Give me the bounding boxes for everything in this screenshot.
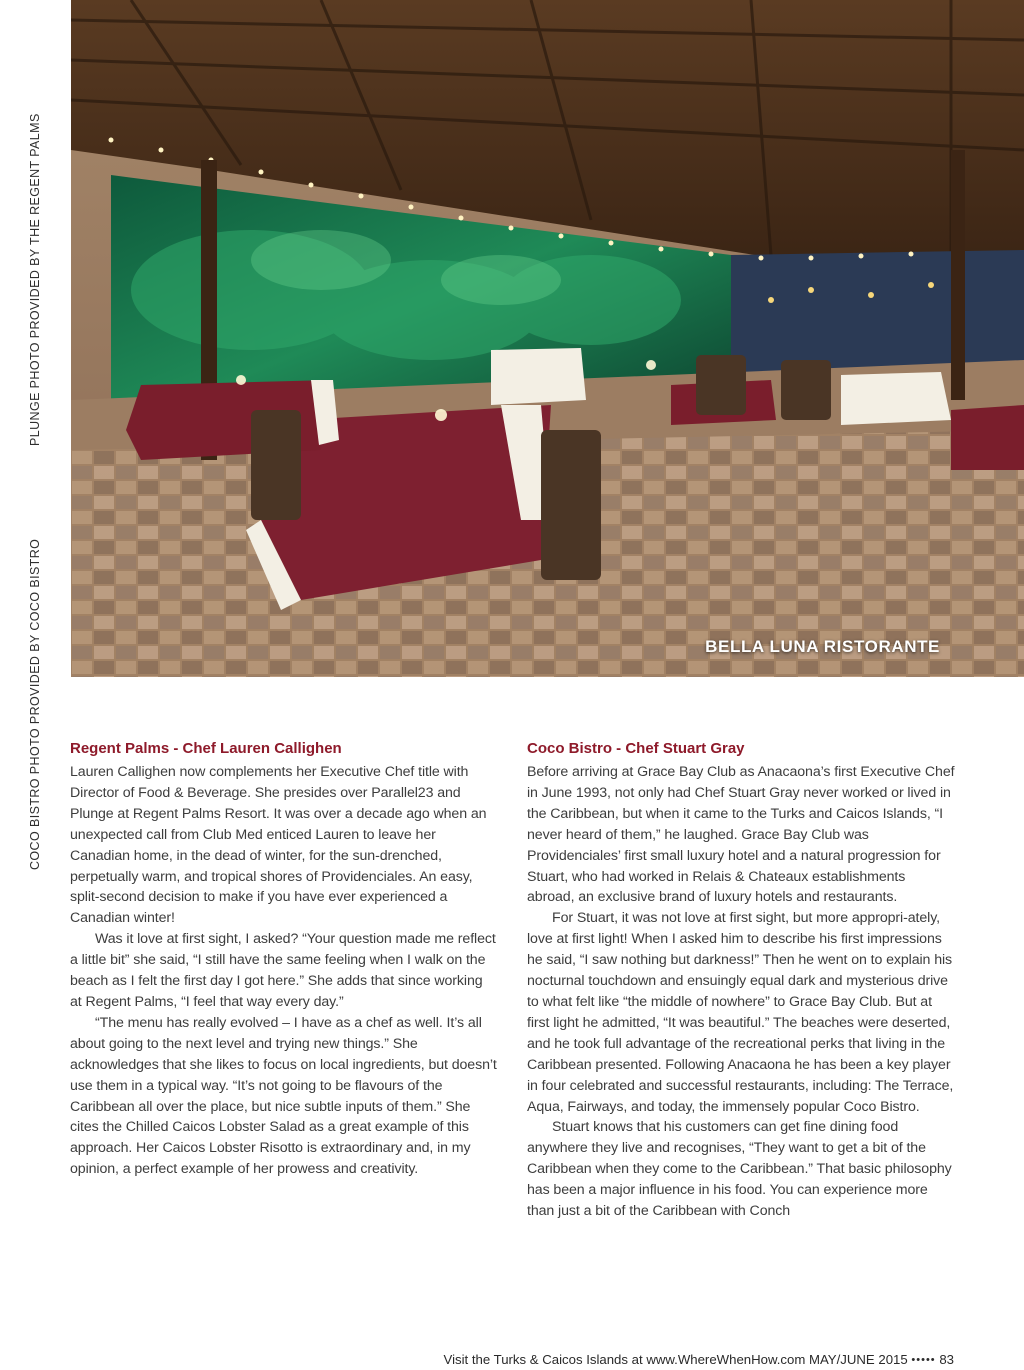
page-number: 83 — [939, 1352, 954, 1367]
left-column-body — [70, 762, 498, 1180]
coco-bistro-heading: Coco Bistro - Chef Stuart Gray — [527, 740, 745, 757]
coco-bistro-photo-credit: COCO BISTRO PHOTO PROVIDED BY COCO BISTRO — [28, 538, 42, 870]
footer-dots: ••••• — [911, 1354, 936, 1366]
side-photo-credits — [28, 0, 48, 880]
left-paragraph-1: Lauren Callighen now complements her Executive Chef title with Director of Food & Beverage. She presides over Parallel23 and Plunge at Regent Palms Resort. It was over a decade ago when an unexpected call from Club Med enticed Lauren to leave her Canadian home, in the dead of winter, for the sun-drenched, perpetually warm, and tropical shores of Providenciales. An easy, split-second decision to make if you have ever experienced a Canadian winter! — [70, 764, 487, 927]
left-column-article — [70, 738, 498, 1180]
right-column-article — [527, 738, 955, 1222]
left-paragraph-3: “The menu has really evolved – I have as a chef as well. It’s all about going to the next level and trying new things.” She acknowledges that she likes to focus on local ingredients, but doesn’t use them in a typical way. “It’s not going to be flavours of the Caribbean all over the place, but nice subtle inputs of them.” She cites the Chilled Caicos Lobster Salad as a great example of this approach. Her Caicos Lobster Risotto is extraordinary and, in my opinion, a perfect example of her prowess and creativity. — [70, 1014, 497, 1178]
right-paragraph-1: Before arriving at Grace Bay Club as Anacaona’s first Executive Chef in June 1993, not only had Chef Stuart Gray never worked or lived in the Caribbean, but when it came to the Turks and Caicos Islands, “I never heard of them,” he laughed. Grace Bay Club was Providenciales’ first small luxury hotel and a natural progression for Stuart, who had worked in Relais & Chateaux establishments abroad, an exclusive brand of luxury hotels and restaurants. — [527, 764, 955, 906]
right-column-body — [527, 762, 955, 1222]
plunge-photo-credit: PLUNGE PHOTO PROVIDED BY THE REGENT PALMS — [28, 113, 42, 446]
restaurant-photo-illustration — [71, 0, 1024, 677]
left-paragraph-2: Was it love at first sight, I asked? “Your question made me reflect a little bit” she said, “I still have the same feeling when I walk on the beach as I felt the first day I got here.” She adds that since working at Regent Palms, “I feel that way every day.” — [70, 931, 496, 1010]
right-paragraph-3: Stuart knows that his customers can get fine dining food anywhere they live and recognises, “They want to get a bit of the Caribbean when they come to the Caribbean.” That basic philosophy has been a major influence in his food. You can experience more than just a bit of the Caribbean with Conch — [527, 1119, 952, 1220]
photo-caption: BELLA LUNA RISTORANTE — [705, 637, 940, 656]
page-footer — [444, 1352, 954, 1367]
footer-text: Visit the Turks & Caicos Islands at www.WhereWhenHow.com MAY/JUNE 2015 — [443, 1352, 908, 1367]
right-paragraph-2: For Stuart, it was not love at first sight, but more appropri-ately, love at first light! When I asked him to describe his first impressions he said, “I saw nothing but darkness!” Then he went on to explain his nocturnal touchdown and ensuingly equal dark and mysterious drive to what felt like “the middle of nowhere” to Grace Bay Club. But at first light he admitted, “It was beautiful.” The beaches were deserted, and he took full advantage of the recreational perks that living in the Caribbean presented. Following Anacaona he has been a key player in four celebrated and successful restaurants, including: The Terrace, Aqua, Fairways, and today, the immensely popular Coco Bistro. — [527, 910, 954, 1115]
regent-palms-heading: Regent Palms - Chef Lauren Callighen — [70, 740, 342, 757]
restaurant-photo — [71, 0, 1024, 677]
